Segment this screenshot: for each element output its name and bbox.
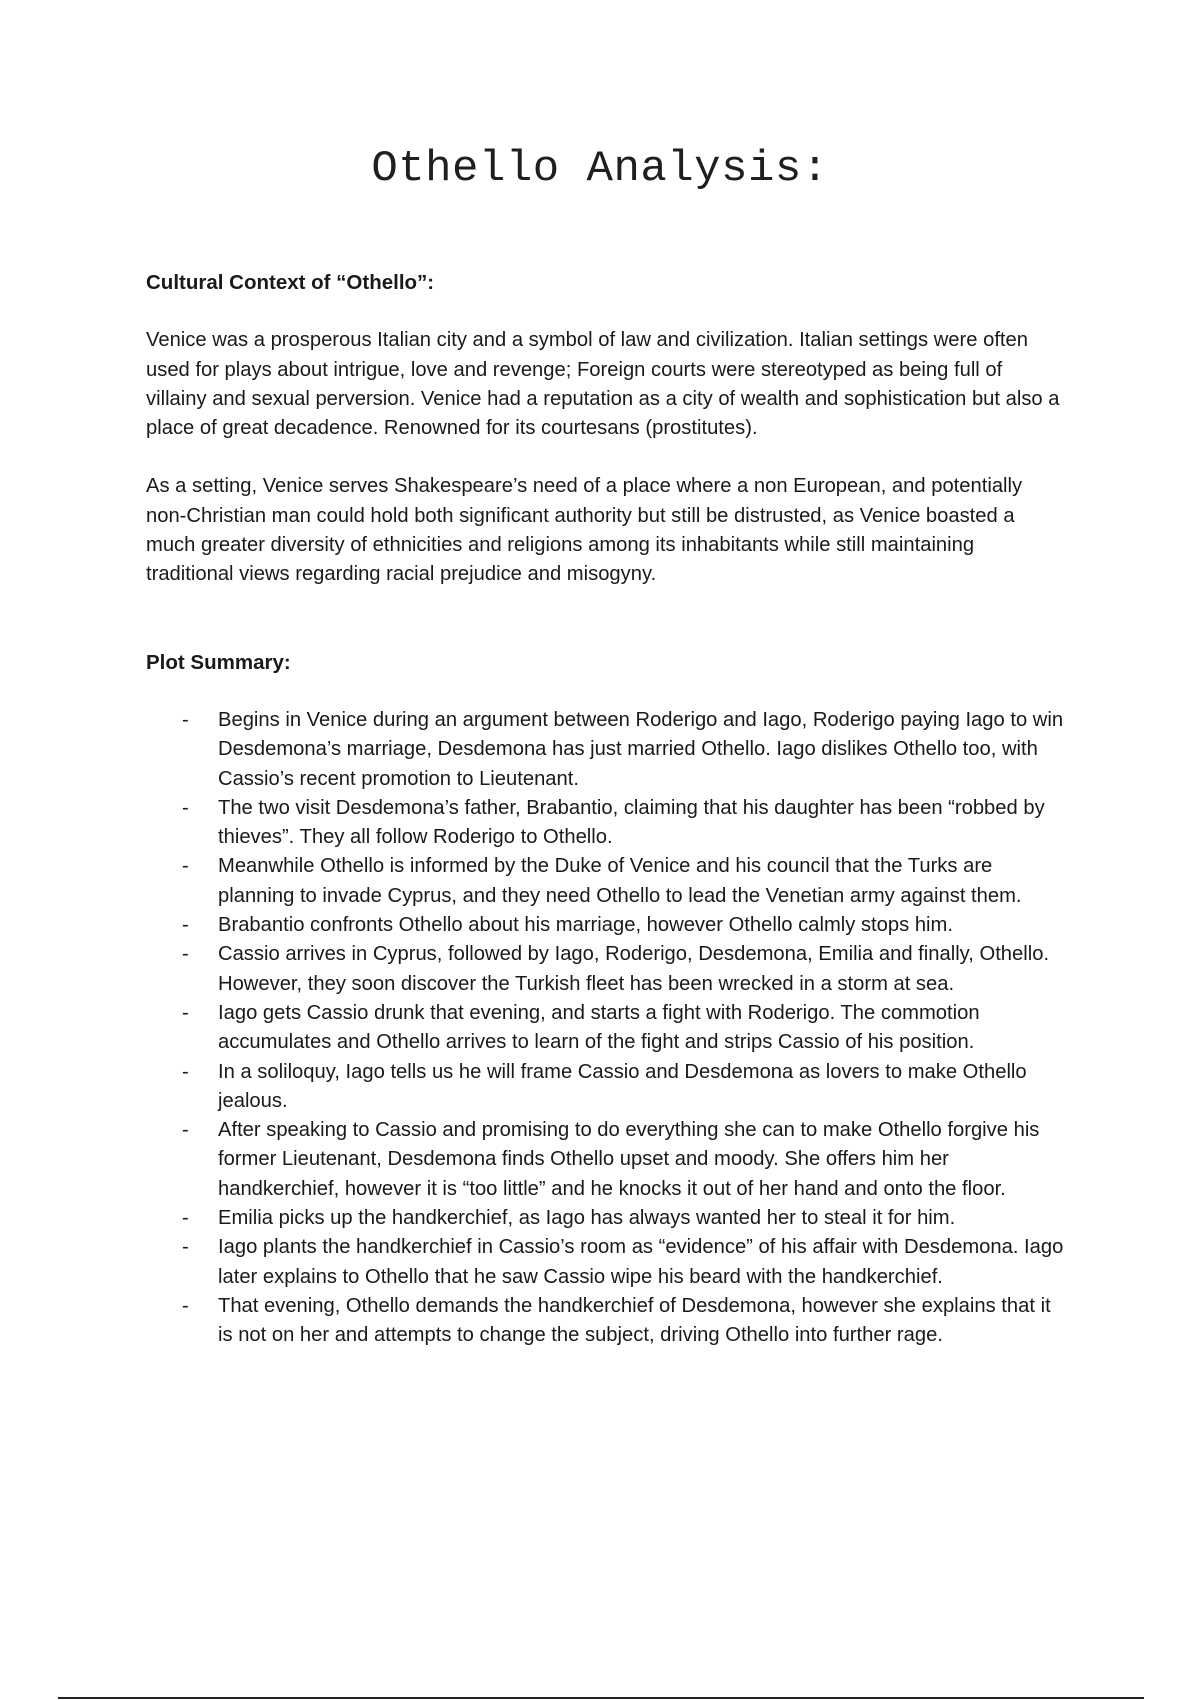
plot-item (146, 1233, 1066, 1292)
plot-item (146, 706, 1066, 794)
plot-item-text: In a soliloquy, Iago tells us he will frame Cassio and Desdemona as lovers to make Othello jealous. (218, 1060, 1027, 1112)
cultural-context-heading: Cultural Context of “Othello”: (146, 271, 435, 294)
bullet-dash: - (182, 1236, 189, 1259)
plot-item-text: The two visit Desdemona’s father, Brabantio, claiming that his daughter has been “robbed by thieves”. They all follow Roderigo to Othello. (218, 796, 1045, 849)
document-body (146, 268, 1066, 1351)
context-paragraph-2: As a setting, Venice serves Shakespeare’s need of a place where a non European, and potentially non-Christian man could hold both significant authority but still be distrusted, as Venice boasted a much greater diversity of ethnicities and religions among its inhabitants while still maintaining traditional views regarding racial prejudice and misogyny. (146, 475, 1023, 586)
plot-item (146, 999, 1066, 1058)
bullet-dash: - (182, 708, 189, 731)
plot-item-text: Iago plants the handkerchief in Cassio’s room as “evidence” of his affair with Desdemona. Iago later explains to Othello that he saw Cassio wipe his beard with the handkerchief. (218, 1236, 1064, 1288)
plot-item-text: Emilia picks up the handkerchief, as Iago has always wanted her to steal it for him. (218, 1207, 956, 1230)
context-paragraph-1: Venice was a prosperous Italian city and a symbol of law and civilization. Italian settings were often used for plays about intrigue, love and revenge; Foreign courts were stereotyped as being full of villainy and sexual perversion. Venice had a reputation as a city of wealth and sophistication but also a place of great decadence. Renowned for its courtesans (prostitutes). (146, 329, 1060, 440)
page-title: Othello Analysis: (371, 144, 829, 194)
bullet-dash: - (182, 943, 189, 966)
plot-summary-list (146, 706, 1066, 1351)
plot-item (146, 1116, 1066, 1204)
plot-summary-heading: Plot Summary: (146, 650, 291, 674)
bullet-dash: - (182, 1060, 189, 1083)
plot-item (146, 1204, 1066, 1233)
bullet-dash: - (182, 1001, 189, 1024)
plot-item-text: Meanwhile Othello is informed by the Duke of Venice and his council that the Turks are planning to invade Cyprus, and they need Othello to lead the Venetian army against them. (218, 855, 1022, 907)
plot-item (146, 852, 1066, 911)
plot-item (146, 911, 1066, 940)
plot-item-text: That evening, Othello demands the handkerchief of Desdemona, however she explains that it is not on her and attempts to change the subject, driving Othello into further rage. (218, 1294, 1051, 1347)
bullet-dash: - (182, 914, 189, 937)
plot-item (146, 794, 1066, 853)
plot-item (146, 940, 1066, 999)
plot-item-text: Begins in Venice during an argument between Roderigo and Iago, Roderigo paying Iago to win Desdemona’s marriage, Desdemona has just married Othello. Iago dislikes Othello too, with Cassio’s recent promotion to Lieutenant. (218, 708, 1064, 790)
bullet-dash: - (182, 1119, 189, 1142)
plot-item-text: After speaking to Cassio and promising to do everything she can to make Othello forgive his former Lieutenant, Desdemona finds Othello upset and moody. She offers him her handkerchief, however it is “too little” and he knocks it out of her hand and onto the floor. (218, 1119, 1040, 1200)
plot-item-text: Cassio arrives in Cyprus, followed by Iago, Roderigo, Desdemona, Emilia and finally, Othello. However, they soon discover the Turkish fleet has been wrecked in a storm at sea. (218, 943, 1050, 995)
plot-item-text: Brabantio confronts Othello about his marriage, however Othello calmly stops him. (218, 914, 953, 937)
plot-item (146, 1058, 1066, 1117)
page-bottom-rule (58, 1697, 1144, 1699)
bullet-dash: - (182, 855, 189, 878)
bullet-dash: - (182, 1294, 189, 1317)
plot-item (146, 1292, 1066, 1351)
plot-item-text: Iago gets Cassio drunk that evening, and starts a fight with Roderigo. The commotion accumulates and Othello arrives to learn of the fight and strips Cassio of his position. (218, 1001, 980, 1054)
bullet-dash: - (182, 1207, 189, 1230)
bullet-dash: - (182, 796, 189, 819)
